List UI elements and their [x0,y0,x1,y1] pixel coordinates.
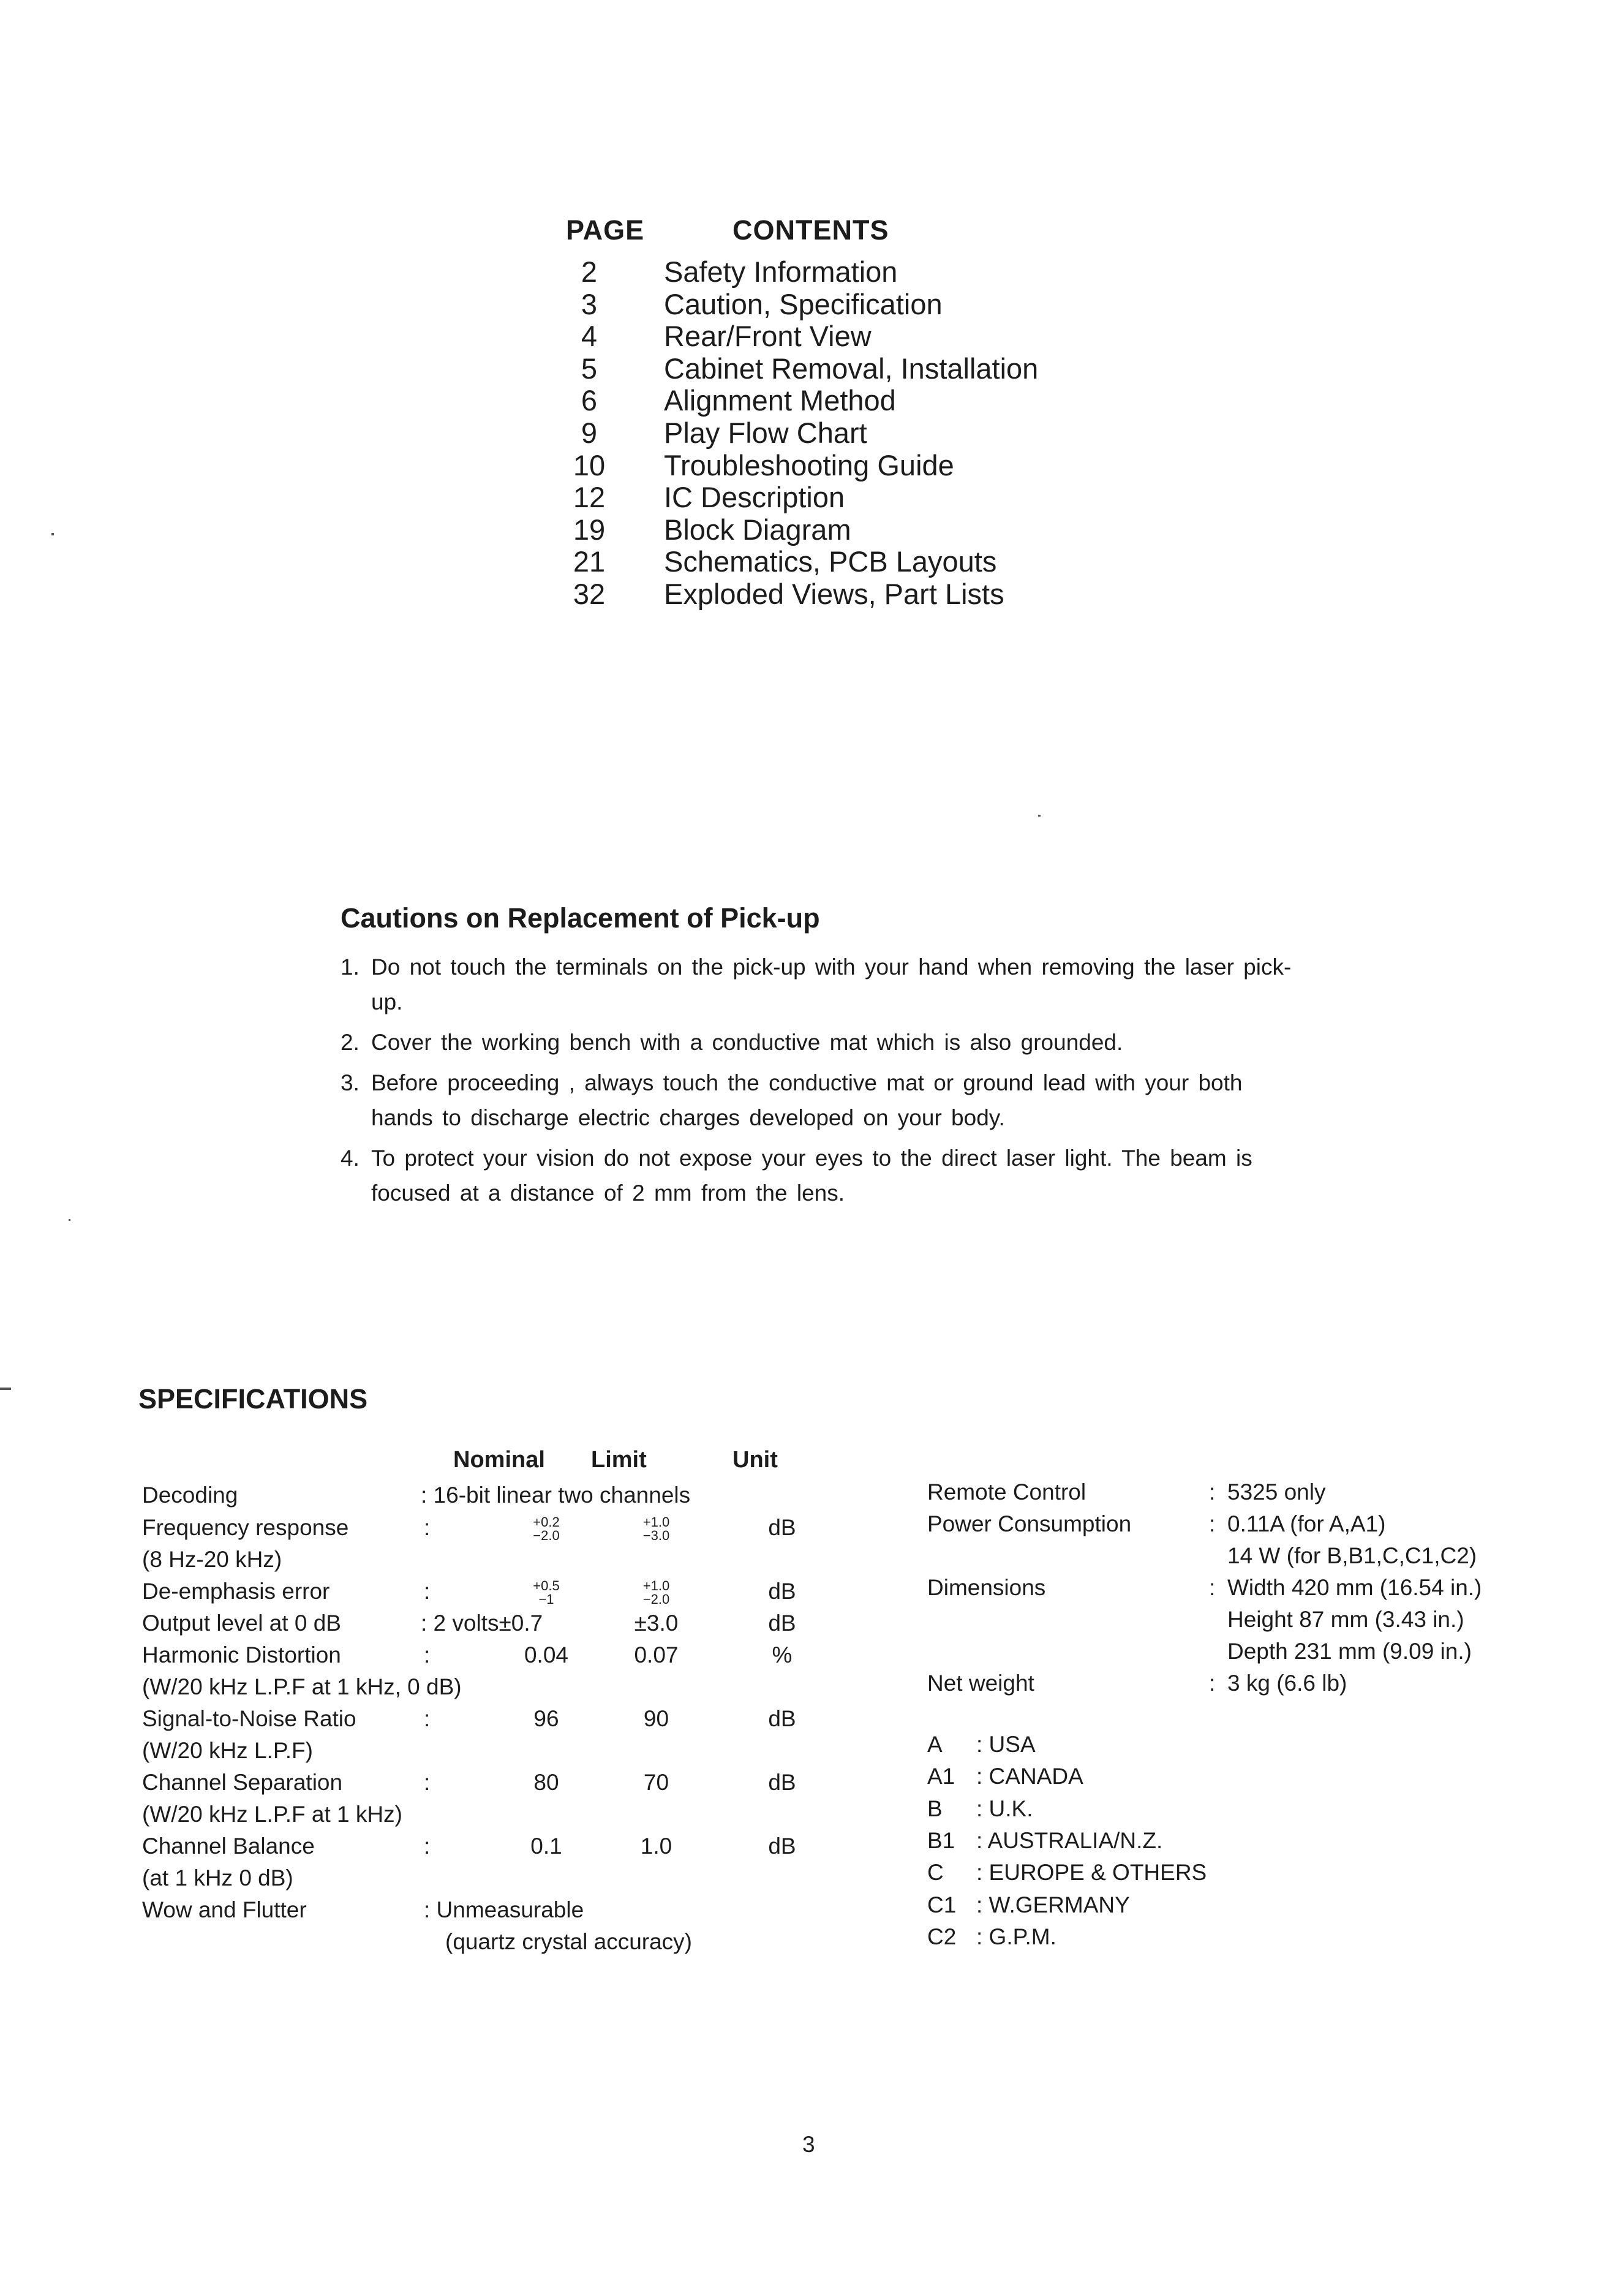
table-of-contents [551,256,1102,611]
spec-name: Decoding [142,1482,238,1508]
spec-value: 14 W (for B,B1,C,C1,C2) [1227,1543,1477,1568]
spec-unit: dB [768,1833,796,1859]
spec-unit: dB [768,1515,796,1540]
toc-page-number: 12 [573,481,606,514]
spec-colon: : [424,1515,431,1540]
spec-limit: 0.07 [634,1642,679,1667]
scan-mark [51,533,54,535]
spec-colon: : [424,1770,431,1795]
scan-mark [69,1219,70,1221]
spec-name: Signal-to-Noise Ratio [142,1706,356,1731]
caution-number: 3. [341,1070,360,1095]
spec-condition: (quartz crystal accuracy) [445,1929,692,1954]
cautions-title: Cautions on Replacement of Pick-up [341,902,820,934]
spec-condition: (W/20 kHz L.P.F) [142,1738,313,1763]
page-number: 3 [802,2132,815,2157]
unit-column-header: Unit [732,1447,778,1473]
toc-title: Safety Information [664,255,898,288]
spec-label: Dimensions [927,1575,1046,1600]
toc-entry [551,289,1102,321]
spec-value: Height 87 mm (3.43 in.) [1227,1607,1464,1632]
contents-page-column-header: PAGE [566,214,645,246]
spec-value: 5325 only [1227,1479,1326,1505]
toc-title: Exploded Views, Part Lists [664,577,1004,610]
spec-colon: : [424,1833,431,1859]
toc-entry [551,417,1102,450]
spec-name: Wow and Flutter [142,1897,307,1922]
region-name: : AUSTRALIA/N.Z. [976,1827,1163,1853]
spec-colon: : [424,1579,431,1604]
region-name: : EUROPE & OTHERS [976,1860,1207,1886]
spec-colon: : [1209,1479,1216,1505]
caution-item-3 [341,1065,1308,1135]
spec-value: Depth 231 mm (9.09 in.) [1227,1639,1472,1664]
tolerance-minus: −1 [538,1592,554,1607]
spec-nominal: 96 [533,1706,559,1731]
spec-name: Channel Balance [142,1833,315,1859]
spec-name: Output level at 0 dB [142,1611,341,1636]
toc-title: IC Description [664,481,845,514]
toc-page-number: 19 [573,513,606,546]
region-code: C1 [927,1892,957,1917]
toc-entry [551,481,1102,514]
spec-name: De-emphasis error [142,1579,330,1604]
toc-page-number: 4 [581,320,598,353]
spec-value: 3 kg (6.6 lb) [1227,1671,1347,1696]
spec-name: Channel Separation [142,1770,343,1795]
caution-number: 4. [341,1146,360,1171]
toc-title: Play Flow Chart [664,416,867,449]
caution-item-2 [341,1025,1308,1060]
spec-value: : 16-bit linear two channels [421,1482,691,1508]
spec-limit: 1.0 [640,1833,672,1859]
spec-unit: dB [768,1579,796,1604]
caution-item-4 [341,1141,1308,1210]
spec-limit: ±3.0 [634,1611,679,1636]
spec-condition: (W/20 kHz L.P.F at 1 kHz, 0 dB) [142,1674,462,1699]
region-name: : W.GERMANY [976,1892,1130,1917]
cautions-list [341,950,1308,1216]
toc-entry [551,353,1102,385]
caution-text: Before proceeding , always touch the conductive mat or ground lead with your both hands to discharge electric charges developed on your body. [371,1070,1243,1130]
toc-page-number: 9 [581,416,598,449]
caution-text: Cover the working bench with a conductive mat which is also grounded. [371,1030,1123,1055]
toc-title: Troubleshooting Guide [664,448,954,481]
toc-title: Schematics, PCB Layouts [664,545,997,578]
scan-mark [0,1388,11,1390]
toc-title: Caution, Specification [664,287,943,320]
scan-mark [1038,815,1041,817]
toc-page-number: 10 [573,448,606,481]
spec-condition: (8 Hz-20 kHz) [142,1547,282,1572]
spec-value: Width 420 mm (16.54 in.) [1227,1575,1482,1600]
tolerance-minus: −2.0 [642,1592,670,1607]
spec-limit: 70 [643,1770,669,1795]
spec-name: Harmonic Distortion [142,1642,341,1667]
spec-limit: 90 [643,1706,669,1731]
toc-page-number: 5 [581,352,598,385]
region-name: : USA [976,1732,1036,1757]
spec-condition: (W/20 kHz L.P.F at 1 kHz) [142,1802,402,1827]
toc-title: Rear/Front View [664,320,872,353]
spec-colon: : [1209,1575,1216,1600]
spec-unit: dB [768,1706,796,1731]
region-code: C [927,1860,944,1886]
spec-colon: : [1209,1511,1216,1536]
toc-entry [551,514,1102,546]
tolerance-plus: +0.2 [533,1514,560,1530]
spec-condition: (at 1 kHz 0 dB) [142,1865,293,1890]
toc-title: Alignment Method [664,384,896,417]
region-code: A [927,1732,943,1757]
toc-page-number: 21 [573,545,606,578]
region-code: B [927,1796,943,1821]
toc-page-number: 2 [581,255,598,288]
limit-column-header: Limit [591,1447,647,1473]
toc-page-number: 3 [581,287,598,320]
toc-entry [551,578,1102,611]
region-code: C2 [927,1924,957,1949]
toc-entry [551,546,1102,578]
toc-entry [551,450,1102,482]
caution-number: 2. [341,1030,360,1055]
region-code: A1 [927,1764,955,1789]
tolerance-minus: −3.0 [642,1528,670,1544]
spec-nominal: 0.04 [524,1642,568,1667]
spec-limit [603,1512,710,1544]
caution-text: Do not touch the terminals on the pick-up with your hand when removing the laser pick-up. [371,954,1292,1014]
region-code: B1 [927,1827,955,1853]
spec-colon: : [1209,1671,1216,1696]
toc-entry [551,256,1102,289]
spec-limit [603,1576,710,1607]
region-name: : U.K. [976,1796,1033,1821]
tolerance-plus: +0.5 [533,1578,560,1594]
spec-unit: dB [768,1611,796,1636]
contents-header: CONTENTS [732,214,889,246]
toc-page-number: 6 [581,384,598,417]
toc-entry [551,385,1102,417]
spec-unit: % [772,1642,793,1667]
spec-nominal [485,1576,608,1607]
toc-title: Block Diagram [664,513,851,546]
spec-label: Net weight [927,1671,1034,1696]
toc-page-number: 32 [573,577,606,610]
tolerance-minus: −2.0 [533,1528,560,1544]
toc-entry [551,320,1102,353]
spec-colon: : [424,1706,431,1731]
spec-name: Frequency response [142,1515,349,1540]
spec-value: : Unmeasurable [424,1897,584,1922]
toc-title: Cabinet Removal, Installation [664,352,1039,385]
spec-label: Remote Control [927,1479,1086,1505]
spec-nominal: : 2 volts±0.7 [421,1611,543,1636]
spec-nominal: 0.1 [530,1833,562,1859]
tolerance-plus: +1.0 [642,1578,670,1594]
spec-label: Power Consumption [927,1511,1132,1536]
nominal-column-header: Nominal [453,1447,545,1473]
spec-unit: dB [768,1770,796,1795]
caution-text: To protect your vision do not expose your eyes to the direct laser light. The beam is focused at a distance of 2 mm from the lens. [371,1146,1252,1206]
spec-value: 0.11A (for A,A1) [1227,1511,1386,1536]
caution-item-1 [341,950,1308,1019]
spec-nominal [485,1512,608,1544]
spec-colon: : [424,1642,431,1667]
region-name: : G.P.M. [976,1924,1056,1949]
caution-number: 1. [341,954,360,980]
spec-nominal: 80 [533,1770,559,1795]
tolerance-plus: +1.0 [642,1514,670,1530]
region-name: : CANADA [976,1764,1083,1789]
specifications-title: SPECIFICATIONS [138,1383,368,1414]
